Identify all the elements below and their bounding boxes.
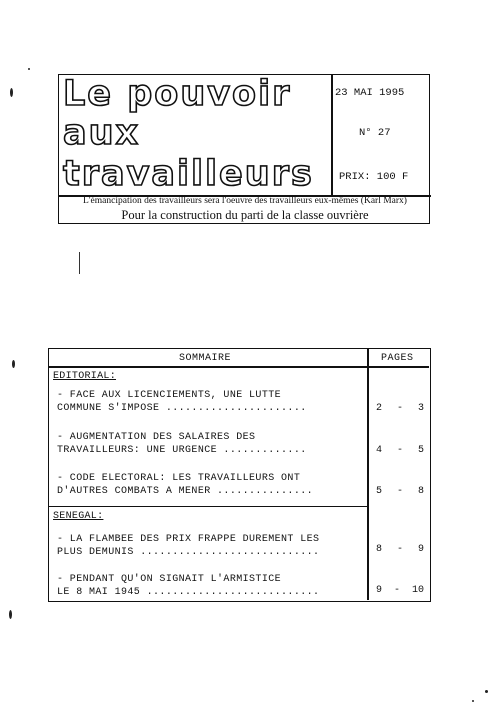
section-divider (49, 506, 367, 507)
masthead (58, 74, 430, 224)
scan-speck (485, 690, 488, 693)
entry-pages (371, 445, 429, 456)
entry-line: PLUS DEMUNIS ............................ (57, 547, 320, 558)
scan-speck (12, 360, 15, 368)
page-from: 8 (376, 544, 383, 555)
page-to: 8 (417, 486, 424, 497)
entry-line: TRAVAILLEURS: UNE URGENCE ............. (57, 445, 307, 456)
page-dash: - (396, 403, 403, 414)
scan-speck (10, 88, 13, 97)
entry-line: - FACE AUX LICENCIEMENTS, UNE LUTTE (57, 390, 282, 401)
entry-line: - LA FLAMBEE DES PRIX FRAPPE DUREMENT LES (57, 534, 320, 545)
entry-line: COMMUNE S'IMPOSE ...................... (57, 403, 307, 414)
pages-header: PAGES (381, 353, 414, 364)
masthead-title-line-1: Le pouvoir (63, 74, 292, 114)
scan-speck (9, 610, 12, 619)
page-dash: - (396, 445, 403, 456)
entry-line: - CODE ELECTORAL: LES TRAVAILLEURS ONT (57, 473, 301, 484)
masthead-title-line-2: aux (63, 113, 141, 153)
entry-pages (371, 544, 429, 555)
masthead-divider (331, 75, 333, 195)
entry-pages (371, 585, 429, 596)
scan-speck (472, 700, 474, 702)
entry-line: D'AUTRES COMBATS A MENER ............... (57, 486, 314, 497)
tagline-quote: L'émancipation des travailleurs sera l'oeuvre des travailleurs eux-mêmes (Karl Marx) (83, 196, 407, 206)
section-label-editorial: EDITORIAL: (53, 371, 117, 382)
page-to: 3 (417, 403, 424, 414)
page-dash: - (396, 486, 403, 497)
entry-line: - PENDANT QU'ON SIGNAIT L'ARMISTICE (57, 574, 282, 585)
entry-line: - AUGMENTATION DES SALAIRES DES (57, 432, 256, 443)
page-to: 10 (411, 585, 424, 596)
page-from: 5 (376, 486, 383, 497)
page-to: 9 (417, 544, 424, 555)
masthead-title-line-3: travailleurs (63, 154, 314, 194)
entry-line: LE 8 MAI 1945 ........................... (57, 587, 320, 598)
scan-speck (28, 68, 30, 70)
section-label-senegal: SENEGAL: (53, 511, 104, 522)
pages-column-rule (367, 349, 369, 600)
entry-pages (371, 403, 429, 414)
issue-date: 23 MAI 1995 (335, 87, 405, 99)
issue-number: N° 27 (359, 127, 391, 139)
sommaire-title: SOMMAIRE (179, 353, 232, 364)
page-to: 5 (417, 445, 424, 456)
scan-mark (79, 252, 80, 274)
page-from: 2 (376, 403, 383, 414)
page-from: 4 (376, 445, 383, 456)
tagline-mission: Pour la construction du parti de la classe ouvrière (121, 208, 369, 222)
page-from: 9 (376, 585, 383, 596)
page-dash: - (396, 544, 403, 555)
page-dash: - (393, 585, 400, 596)
entry-pages (371, 486, 429, 497)
issue-price: PRIX: 100 F (339, 171, 409, 183)
sommaire-box (48, 348, 431, 602)
header-rule (49, 366, 429, 368)
